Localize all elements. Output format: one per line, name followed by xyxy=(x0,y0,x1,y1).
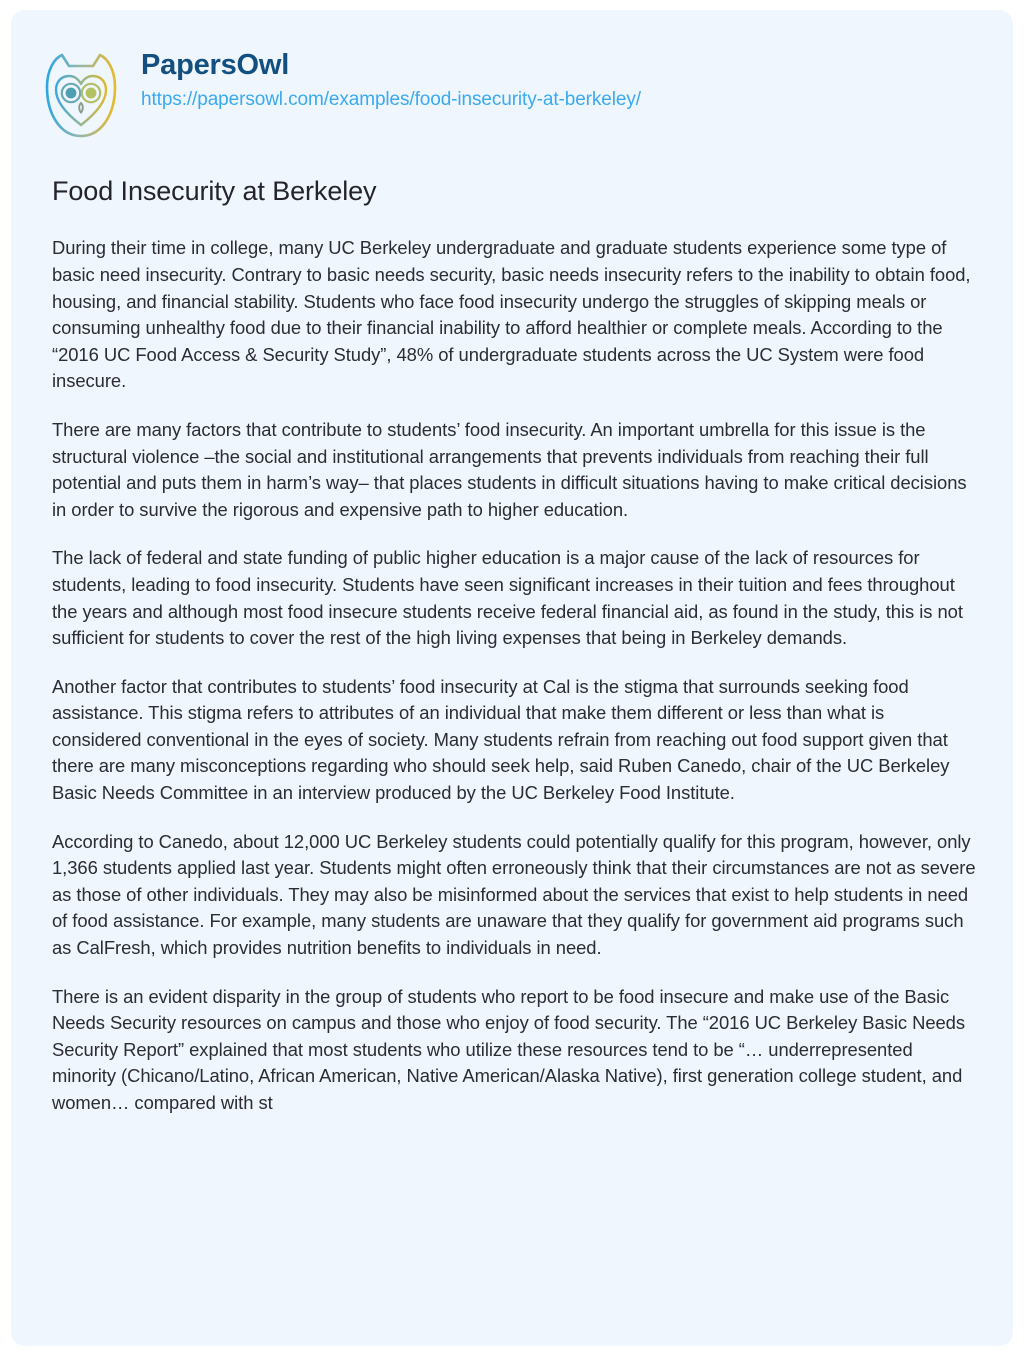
article xyxy=(11,175,1013,1117)
article-body xyxy=(52,235,977,1116)
paragraph-1: During their time in college, many UC Berkeley undergraduate and graduate students experience some type of basic need insecurity. Contrary to basic needs security, basic needs insecurity refers to the inability to obtain food, housing, and financial stability. Students who face food insecurity undergo the struggles of skipping meals or consuming unhealthy food due to their financial inability to afford healthier or complete meals. According to the “2016 UC Food Access & Security Study”, 48% of undergraduate students across the UC System were food insecure. xyxy=(52,237,971,392)
page-card xyxy=(11,10,1013,1346)
site-header xyxy=(11,10,1013,143)
owl-logo-icon[interactable] xyxy=(39,47,123,143)
source-url-link[interactable]: https://papersowl.com/examples/food-insecurity-at-berkeley/ xyxy=(141,88,641,110)
paragraph-2: There are many factors that contribute to students’ food insecurity. An important umbrella for this issue is the structural violence –the social and institutional arrangements that prevents individuals from reaching their full potential and puts them in harm’s way– that places students in difficult situations having to make critical decisions in order to survive the rigorous and expensive path to higher education. xyxy=(52,418,967,520)
page-title: Food Insecurity at Berkeley xyxy=(52,176,377,206)
paragraph-6: There is an evident disparity in the group of students who report to be food insecure and make use of the Basic Needs Security resources on campus and those who enjoy of food security. The “2016 UC Berkeley Basic Needs Security Report” explained that most students who utilize these resources tend to be “… underrepresented minority (Chicano/Latino, African American, Native American/Alaska Native), first generation college student, and women… compared with st xyxy=(52,985,966,1114)
paragraph-4: Another factor that contributes to students’ food insecurity at Cal is the stigma that surrounds seeking food assistance. This stigma refers to attributes of an individual that make them different or less than what is considered conventional in the eyes of society. Many students refrain from reaching out food support given that there are many misconceptions regarding who should seek help, said Ruben Canedo, chair of the UC Berkeley Basic Needs Committee in an interview produced by the UC Berkeley Food Institute. xyxy=(52,675,950,804)
brand-name: PapersOwl xyxy=(141,49,290,81)
brand-block xyxy=(141,43,641,112)
paragraph-5: According to Canedo, about 12,000 UC Berkeley students could potentially qualify for this program, however, only 1,366 students applied last year. Students might often erroneously think that their circumstances are not as severe as those of other individuals. They may also be misinformed about the services that exist to help students in need of food assistance. For example, many students are unaware that they qualify for government aid programs such as CalFresh, which provides nutrition benefits to individuals in need. xyxy=(52,830,976,959)
paragraph-3: The lack of federal and state funding of public higher education is a major cause of the lack of resources for students, leading to food insecurity. Students have seen significant increases in their tuition and fees throughout the years and although most food insecure students receive federal financial aid, as found in the study, this is not sufficient for students to cover the rest of the high living expenses that being in Berkeley demands. xyxy=(52,547,963,649)
